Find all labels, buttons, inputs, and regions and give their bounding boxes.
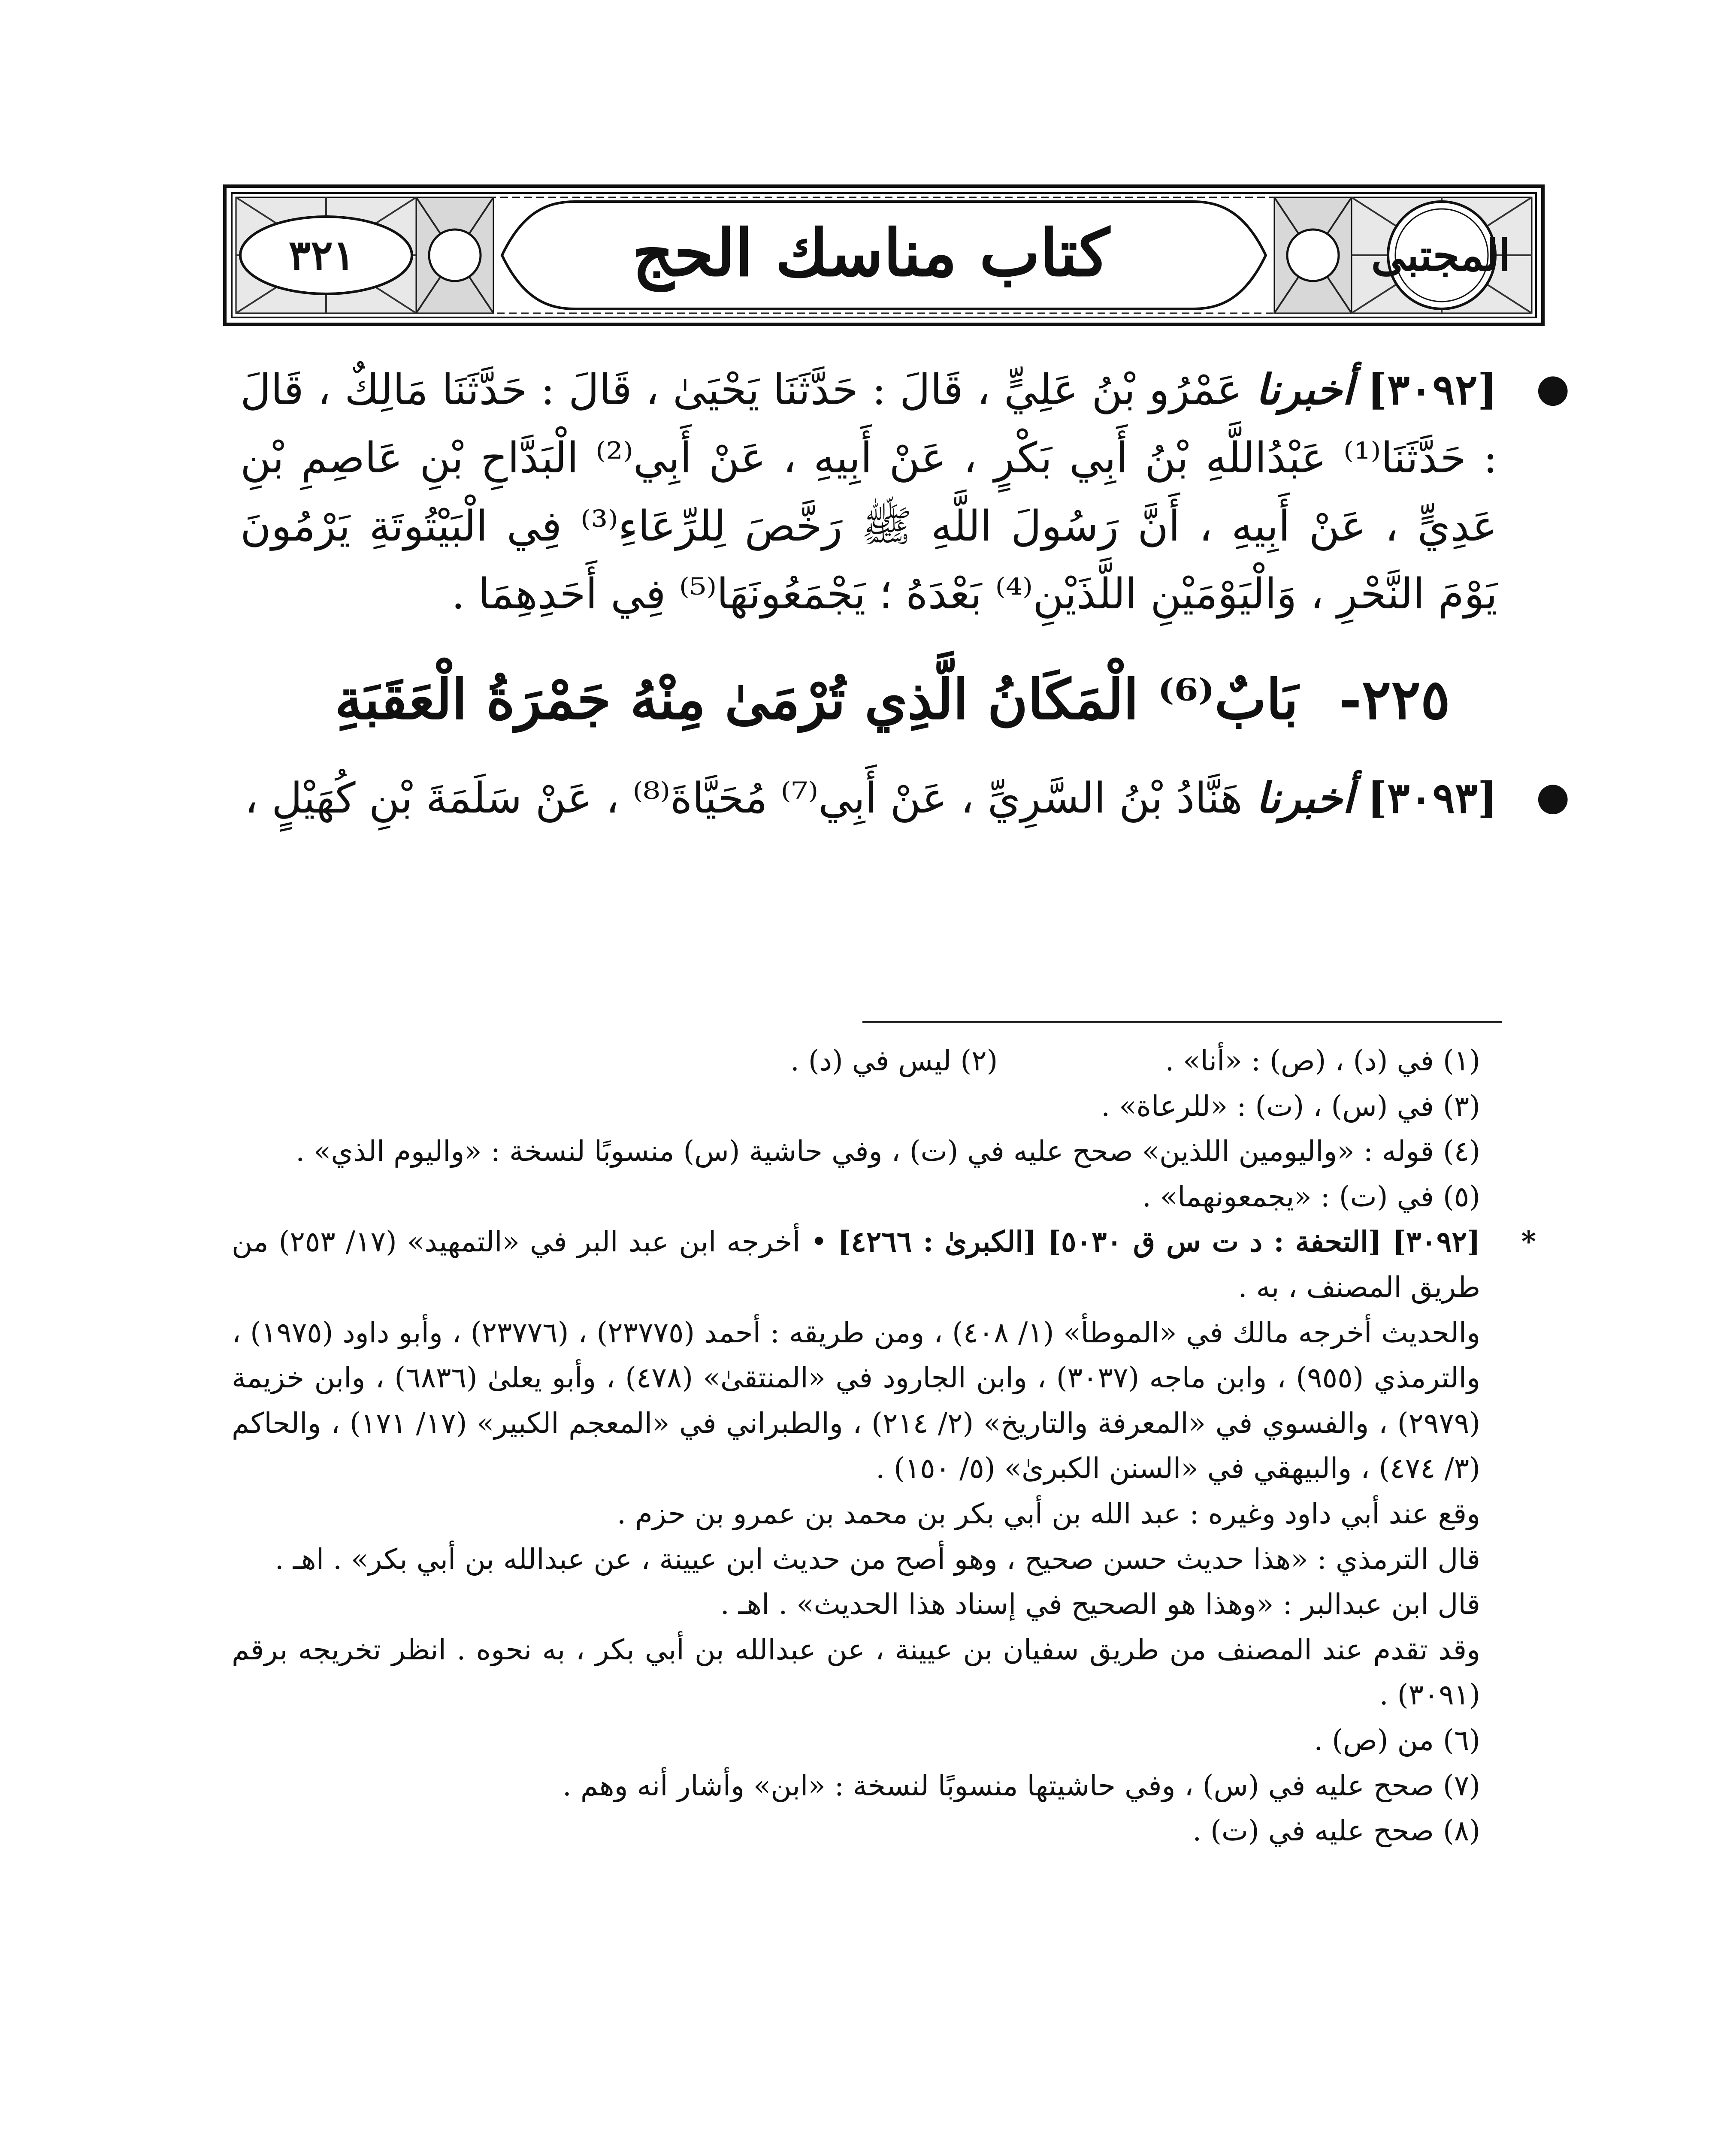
hadith-text: عَمْرُو بْنُ عَلِيٍّ ، قَالَ : حَدَّثَنَا يَحْيَىٰ ، قَالَ : حَدَّثَنَا مَالِكٌ ، قَالَ : حَدَّثَنَا⁽¹⁾ عَبْدُاللَّهِ بْنُ أَبِي بَكْرٍ ، عَنْ أَبِيهِ ، عَنْ أَبِي⁽²⁾ الْبَدَّاحِ بْنِ عَاصِمِ بْنِ عَدِيٍّ ، عَنْ أَبِيهِ ، أَنَّ رَسُولَ اللَّهِ ﷺ رَخَّصَ لِلرِّعَاءِ⁽³⁾ فِي الْبَيْتُوتَةِ يَرْمُونَ يَوْمَ النَّحْرِ ، وَالْيَوْمَيْنِ اللَّذَيْنِ⁽⁴⁾ بَعْدَهُ ؛ يَجْمَعُونَهَا⁽⁵⁾ فِي أَحَدِهِمَا . [240,366,1498,619]
footnote-2: (٢) ليس في (د) . [790,1044,998,1077]
book-logo: المجتبى [1371,230,1510,281]
hadith-text: هَنَّادُ بْنُ السَّرِيِّ ، عَنْ أَبِي⁽⁷⁾ مُحَيَّاةَ⁽⁸⁾ ، عَنْ سَلَمَةَ بْنِ كُهَيْلٍ ، [245,774,1243,823]
takhrij-paragraph: وقد تقدم عند المصنف من طريق سفيان بن عيينة ، عن عبدالله بن أبي بكر ، به نحوه . انظر تخريجه برقم (٣٠٩١) . [232,1633,1480,1712]
takhrij-block [232,1219,1536,1718]
chapter-title: بَابٌ⁽⁶⁾ الْمَكَانُ الَّذِي تُرْمَىٰ مِنْهُ جَمْرَةُ الْعَقَبَةِ [335,668,1298,732]
takhrij-paragraph: والحديث أخرجه مالك في «الموطأ» (١/ ٤٠٨) ، ومن طريقه : أحمد (٢٣٧٧٥) ، (٢٣٧٧٦) ، وأبو داود (١٩٧٥) ، والترمذي (٩٥٥) ، وابن ماجه (٣٠٣٧) ، وابن الجارود في «المنتقىٰ» (٤٧٨) ، وأبو يعلىٰ (٦٨٣٦) ، وابن خزيمة (٢٩٧٩) ، والفسوي في «المعرفة والتاريخ» (٢/ ٢١٤) ، والطبراني في «المعجم الكبير» (١٧/ ١٧١) ، والحاكم (٣/ ٤٧٤) ، والبيهقي في «السنن الكبرىٰ» (٥/ ١٥٠) . [232,1316,1481,1485]
takhrij-paragraph: قال ابن عبدالبر : «وهذا هو الصحيح في إسناد هذا الحديث» . اهـ . [720,1588,1480,1621]
footnote-6: (٦) من (ص) . [1314,1723,1480,1757]
takhrij-first: • أخرجه ابن عبد البر في «التمهيد» (١٧/ ٢٥٣) من طريق المصنف ، به . [232,1225,1480,1304]
running-title: كتاب مناسك الحج [632,215,1110,291]
hadith-akhbarana: أخبرنا [1255,773,1354,823]
footnote-4: (٤) قوله : «واليومين اللذين» صحح عليه في (ت) ، وفي حاشية (س) منسوبًا لنسخة : «واليوم الذي» . [296,1135,1480,1168]
hadith-3093 [240,764,1570,833]
takhrij-line [232,1219,1536,1310]
hadith-akhbarana: أخبرنا [1255,365,1354,414]
bullet-icon: ● [1536,366,1570,411]
hadith-number: [٣٠٩٢] [1367,365,1498,414]
footnote-3: (٣) في (س) ، (ت) : «للرعاة» . [1101,1089,1480,1123]
footnote-row [232,1038,1510,1084]
footnote-1: (١) في (د) ، (ص) : «أنا» . [1165,1044,1480,1077]
chapter-heading [240,659,1545,741]
takhrij-reference: [٣٠٩٢] [التحفة : د ت س ق ٥٠٣٠] [الكبرىٰ : ٤٢٦٦] [838,1225,1481,1259]
footnote-8: (٨) صحح عليه في (ت) . [1192,1814,1480,1848]
chapter-number: ٢٢٥- [1339,668,1450,732]
hadith-3092 [240,356,1570,628]
footnote-divider [862,1021,1502,1023]
footnotes [232,1038,1536,1854]
star-icon: * [1521,1225,1536,1259]
bullet-icon: ● [1536,774,1570,819]
takhrij-paragraph: قال الترمذي : «هذا حديث حسن صحيح ، وهو أصح من حديث ابن عيينة ، عن عبدالله بن أبي بكر» . اهـ . [275,1542,1480,1576]
takhrij-paragraph: وقع عند أبي داود وغيره : عبد الله بن أبي بكر بن محمد بن عمرو بن حزم . [617,1497,1480,1530]
footnote-7: (٧) صحح عليه في (س) ، وفي حاشيتها منسوبًا لنسخة : «ابن» وأشار أنه وهم . [562,1769,1480,1802]
main-text [240,356,1570,833]
hadith-number: [٣٠٩٣] [1367,773,1497,823]
footnote-5: (٥) في (ت) : «يجمعونهما» . [1142,1180,1480,1213]
page-number: ٣٢١ [288,231,355,279]
